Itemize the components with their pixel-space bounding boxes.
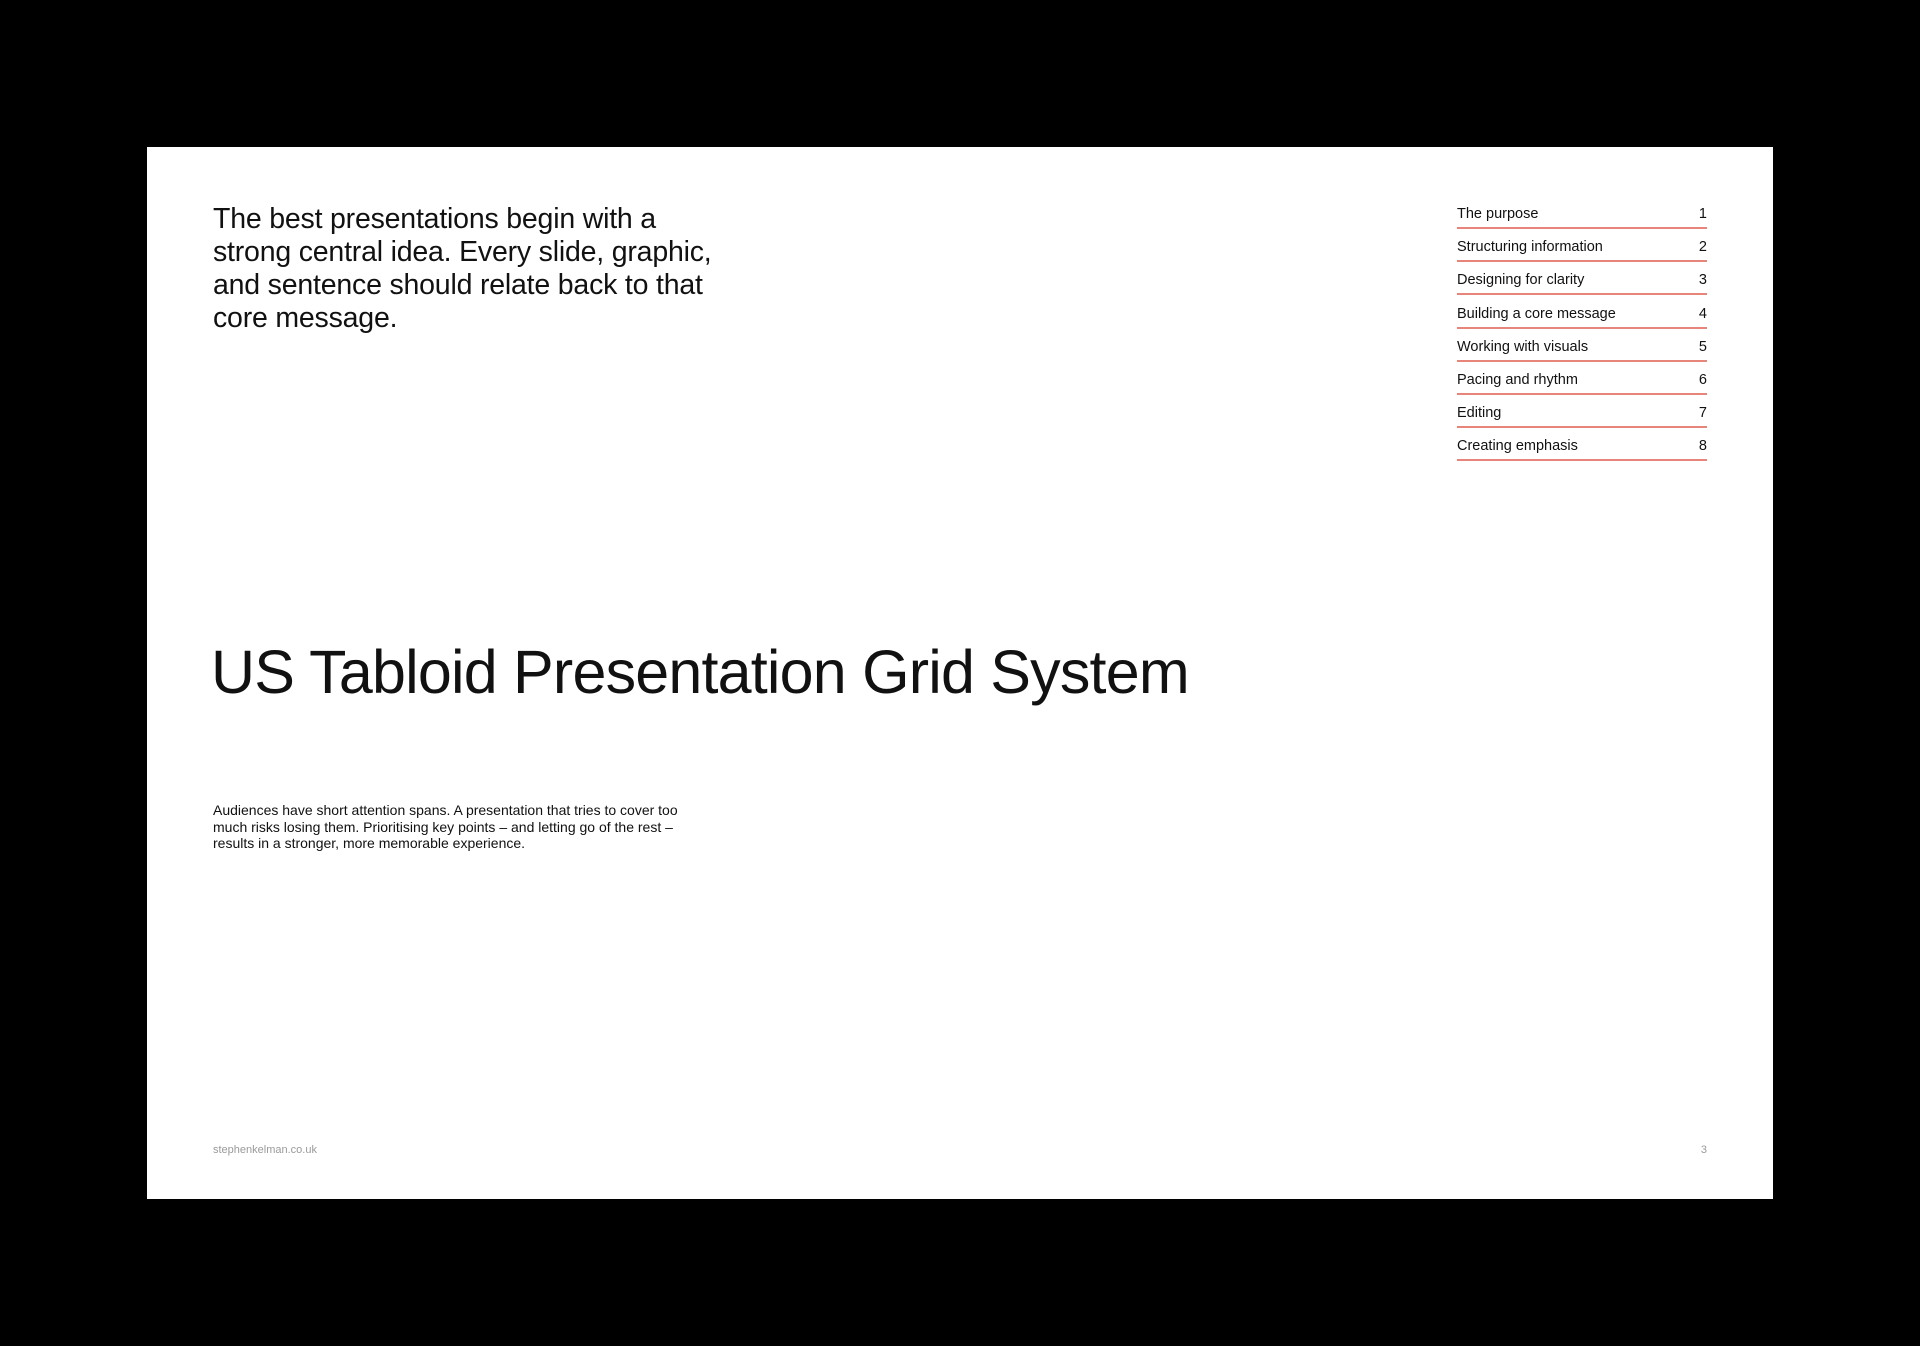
body-paragraph: Audiences have short attention spans. A presentation that tries to cover too much risks losing them. Prioritising key points – and letting go of the rest – results in a stronger, more memorable experience. [213, 802, 678, 851]
intro-paragraph: The best presentations begin with a strong central idea. Every slide, graphic, and sentence should relate back to that core message. [213, 203, 712, 334]
toc-item-label: Working with visuals [1457, 338, 1589, 355]
toc-item-page: 5 [1698, 338, 1707, 355]
toc-item-label: Editing [1457, 405, 1502, 422]
toc-item-label: Structuring information [1457, 239, 1603, 256]
toc-item-page: 3 [1698, 272, 1707, 289]
toc-item-label: The purpose [1457, 206, 1539, 222]
slide-page [147, 147, 1773, 1199]
footer-page-number: 3 [1700, 1144, 1707, 1156]
toc-item-building-a-core-message[interactable] [1457, 295, 1707, 328]
table-of-contents [1457, 200, 1707, 461]
toc-item-page: 1 [1698, 206, 1707, 222]
toc-item-page: 7 [1698, 405, 1707, 422]
toc-item-page: 2 [1698, 239, 1707, 256]
toc-item-pacing-and-rhythm[interactable] [1457, 362, 1707, 395]
toc-item-label: Pacing and rhythm [1457, 371, 1578, 388]
toc-item-label: Creating emphasis [1457, 438, 1578, 455]
toc-item-working-with-visuals[interactable] [1457, 329, 1707, 362]
toc-item-creating-emphasis[interactable] [1457, 428, 1707, 461]
footer-website[interactable]: stephenkelman.co.uk [213, 1144, 317, 1156]
toc-item-page: 8 [1698, 438, 1707, 455]
toc-item-structuring-information[interactable] [1457, 229, 1707, 262]
toc-item-editing[interactable] [1457, 395, 1707, 428]
toc-item-page: 4 [1698, 305, 1707, 322]
toc-item-label: Designing for clarity [1457, 272, 1585, 289]
toc-item-label: Building a core message [1457, 305, 1616, 322]
toc-item-designing-for-clarity[interactable] [1457, 262, 1707, 295]
toc-item-page: 6 [1698, 371, 1707, 388]
page-title: US Tabloid Presentation Grid System [211, 638, 1189, 706]
toc-item-the-purpose[interactable] [1457, 200, 1707, 229]
